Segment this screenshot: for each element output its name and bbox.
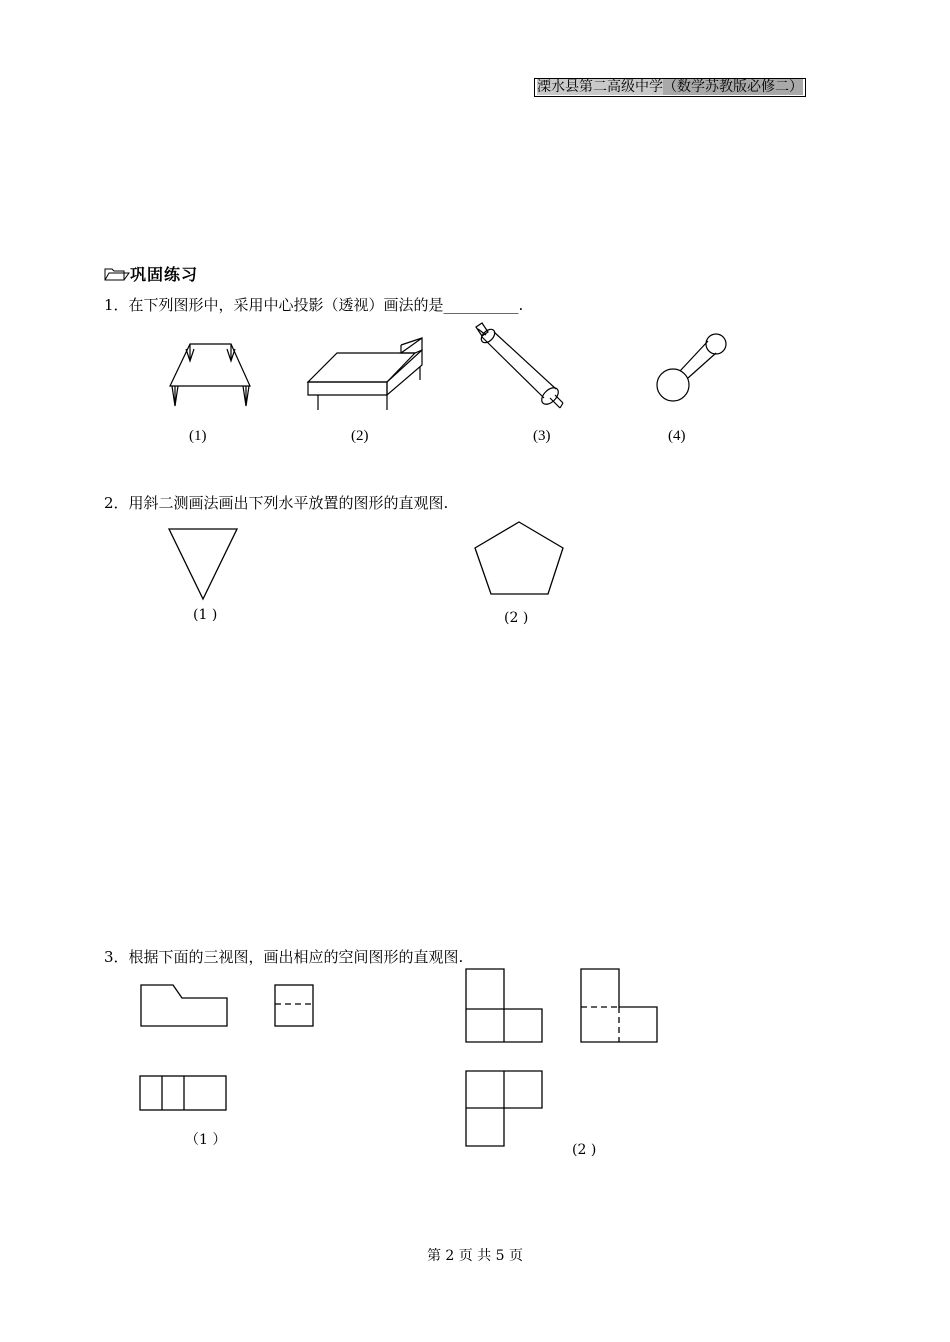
q3-caption-1: （1 ） [185, 1132, 227, 1148]
page-footer: 第 2 页 共 5 页 [426, 1248, 524, 1264]
q1-figure-3-rolling-pin [476, 323, 563, 408]
q2-caption-1: (1 ) [193, 607, 218, 623]
q1-caption-3: (3) [533, 428, 551, 444]
question-3-text: 3．根据下面的三视图，画出相应的空间图形的直观图. [104, 948, 464, 966]
question-1-period: . [518, 296, 524, 314]
q3-caption-2: (2 ) [572, 1142, 597, 1158]
answer-blank: __________ [443, 296, 519, 314]
section-title-text: 巩固练习 [130, 265, 199, 284]
q2-caption-2: (2 ) [504, 610, 529, 626]
q1-caption-4: (4) [668, 428, 686, 444]
question-1-text: 1．在下列图形中，采用中心投影（透视）画法的是 [104, 296, 444, 314]
q1-figure-1-table [170, 344, 250, 406]
q2-figure-2-pentagon [475, 522, 563, 594]
q3-2-side-view [581, 969, 657, 1042]
question-2-text: 2．用斜二测画法画出下列水平放置的图形的直观图. [104, 494, 449, 512]
q1-caption-1: (1) [189, 428, 207, 444]
q3-figure-2-views [466, 969, 657, 1146]
q2-figure-1-triangle [169, 529, 237, 599]
q3-1-front-view [141, 985, 227, 1026]
q1-figure-2-bed [308, 338, 422, 410]
q3-figure-1-views [140, 985, 313, 1110]
q3-1-top-view [140, 1076, 226, 1110]
q3-2-top-view [466, 1071, 542, 1146]
q1-caption-2: (2) [351, 428, 369, 444]
header-subject: （数学苏教版必修二） [663, 79, 803, 95]
q1-figure-4-ball-stick [657, 334, 726, 401]
header-school: 溧水县第二高级中学 [537, 79, 663, 95]
q3-1-side-view [275, 985, 313, 1026]
q3-2-front-view [466, 969, 542, 1042]
